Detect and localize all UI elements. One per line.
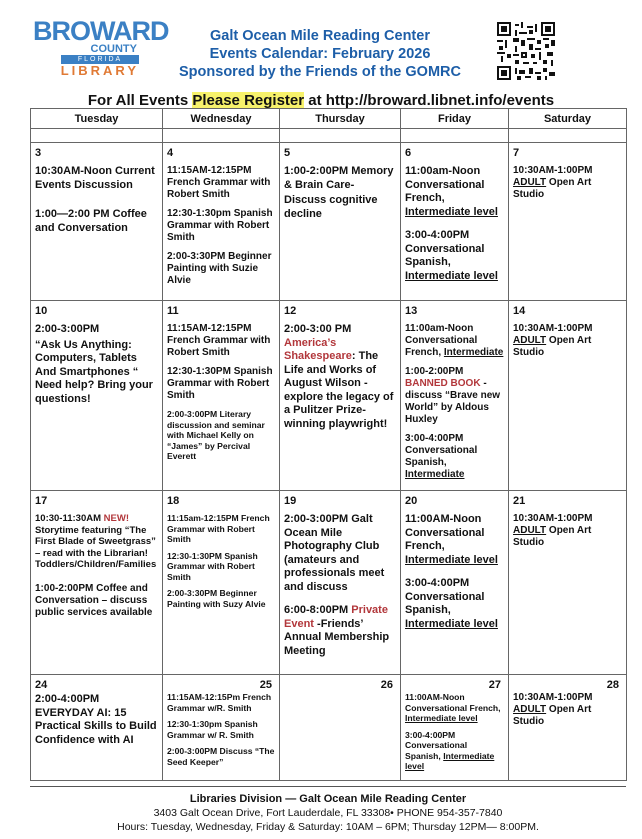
event-text: - discuss “Brave new World” by Aldous Huxley bbox=[405, 378, 501, 425]
event-entry bbox=[405, 433, 505, 481]
week-row bbox=[31, 301, 627, 491]
event-entry bbox=[284, 337, 397, 432]
event-entry: 2:00-3:30PM Beginner Painting with Suzie Alvie bbox=[167, 251, 272, 286]
event-entry: 1:00—2:00 PM Coffee and Conversation bbox=[35, 208, 147, 234]
day-number: 20 bbox=[405, 495, 418, 507]
day-cell bbox=[401, 301, 509, 491]
event-entry: 1:00-2:00PM Memory & Brain Care- bbox=[284, 165, 394, 191]
event-entry bbox=[513, 323, 623, 359]
day-number: 28 bbox=[606, 679, 619, 691]
event-text: 1:00-2:00PM bbox=[405, 366, 464, 377]
level-label: Intermediate level bbox=[405, 553, 498, 566]
event-text: Open Art Studio bbox=[513, 335, 592, 358]
spacer-row bbox=[31, 129, 627, 143]
day-cell bbox=[163, 491, 280, 675]
event-text: 3:00-4:00PM Conversational Spanish, bbox=[405, 433, 478, 468]
day-cell bbox=[163, 675, 280, 781]
week-row bbox=[31, 491, 627, 675]
event-text: Open Art Studio bbox=[513, 704, 592, 727]
event-entry: 1:00-2:00PM Coffee and Conversation – discuss public services available bbox=[35, 582, 153, 618]
event-entry: 2:00-3:00PM Discuss “The Seed Keeper” bbox=[167, 746, 275, 767]
level-label: Intermediate level bbox=[405, 205, 498, 218]
event-entry: 2:00-3:00PM bbox=[35, 323, 100, 335]
day-number: 27 bbox=[488, 679, 501, 691]
logo-florida-text: FLORIDA bbox=[61, 55, 139, 64]
day-number: 5 bbox=[284, 147, 291, 159]
footer-division: Libraries Division — Galt Ocean Mile Reading Center bbox=[189, 793, 467, 805]
event-entry: 2:00-3:30PM Beginner Painting with Suzy Alvie bbox=[167, 588, 266, 609]
event-entry: 12:30-1:30PM Spanish Grammar with Robert Smith bbox=[167, 366, 273, 401]
event-text: -Friends’ Annual Membership Meeting bbox=[284, 617, 390, 657]
weekday-saturday: Saturday bbox=[509, 109, 627, 129]
event-entry bbox=[405, 692, 505, 724]
event-entry bbox=[405, 513, 505, 567]
adult-label: ADULT bbox=[513, 177, 547, 188]
adult-label: ADULT bbox=[513, 525, 547, 536]
event-entry: 12:30-1:30pm Spanish Grammar w/ R. Smith bbox=[167, 719, 258, 740]
weekday-wednesday: Wednesday bbox=[163, 109, 280, 129]
logo-broward-text: BROWARD bbox=[33, 16, 169, 46]
day-cell bbox=[280, 675, 401, 781]
event-text: 3:00-4:00PM Conversational Spanish, bbox=[405, 729, 468, 761]
event-text: Open Art Studio bbox=[513, 525, 592, 548]
event-text: 10:30AM-1:00PM bbox=[513, 692, 593, 703]
event-entry: 11:15AM-12:15PM French Grammar with Robert Smith bbox=[167, 165, 271, 200]
day-number: 24 bbox=[35, 679, 48, 691]
day-cell bbox=[401, 143, 509, 301]
highlighted-title: BANNED BOOK bbox=[405, 378, 481, 389]
day-cell bbox=[509, 675, 627, 781]
level-label: Intermediate level bbox=[405, 713, 478, 723]
level-label: Intermediate level bbox=[405, 750, 495, 771]
event-text: 6:00-8:00PM bbox=[284, 604, 352, 616]
day-cell bbox=[509, 491, 627, 675]
event-text: 10:30-11:30AM bbox=[35, 513, 104, 524]
qr-code-icon bbox=[497, 22, 555, 80]
day-cell bbox=[280, 301, 401, 491]
event-text: : The Life and Works of August Wilson - explore the legacy of a Pulitzer Prize-winning playwright! bbox=[284, 350, 394, 430]
level-label: Intermediate bbox=[443, 347, 504, 358]
title-line-2: Events Calendar: February 2026 bbox=[209, 46, 431, 62]
day-cell bbox=[280, 143, 401, 301]
logo-library-text: LIBRARY bbox=[60, 63, 139, 78]
day-number: 26 bbox=[380, 679, 393, 691]
day-number: 11 bbox=[167, 305, 179, 317]
event-entry: 12:30-1:30PM Spanish Grammar with Robert Smith bbox=[167, 550, 258, 582]
day-cell bbox=[509, 143, 627, 301]
event-entry: 12:30-1:30pm Spanish Grammar with Robert Smith bbox=[167, 208, 273, 243]
day-number: 14 bbox=[513, 305, 526, 317]
event-text: 10:30AM-1:00PM bbox=[513, 323, 593, 334]
event-entry bbox=[405, 366, 505, 426]
day-cell bbox=[401, 675, 509, 781]
level-label: Intermediate level bbox=[405, 617, 498, 630]
event-entry bbox=[513, 165, 623, 201]
title-line-3: Sponsored by the Friends of the GOMRC bbox=[179, 64, 461, 80]
event-entry: Discuss cognitive decline bbox=[284, 194, 378, 220]
adult-label: ADULT bbox=[513, 335, 547, 346]
register-highlight: Please Register bbox=[192, 92, 305, 109]
day-cell bbox=[163, 143, 280, 301]
page-footer bbox=[30, 786, 626, 836]
day-number: 10 bbox=[35, 305, 48, 317]
event-text: 10:30AM-1:00PM bbox=[513, 165, 593, 176]
day-number: 17 bbox=[35, 495, 48, 507]
day-number: 18 bbox=[167, 495, 180, 507]
event-entry bbox=[405, 165, 505, 219]
page-title bbox=[150, 27, 490, 81]
weekday-header-row bbox=[31, 109, 627, 129]
event-entry bbox=[405, 577, 505, 631]
event-entry: 11:15AM-12:15PM French Grammar with Robert Smith bbox=[167, 323, 271, 358]
event-entry: 2:00-3:00PM Literary discussion and seminar with Michael Kelly on “James” by Percival Everett bbox=[167, 409, 265, 461]
highlighted-title: America’s Shakespeare bbox=[284, 336, 352, 362]
event-text: 3:00-4:00PM Conversational Spanish, bbox=[405, 577, 485, 616]
week-row bbox=[31, 143, 627, 301]
event-text: 11:00am-Noon Conversational French, bbox=[405, 323, 478, 358]
day-number: 6 bbox=[405, 147, 412, 159]
event-entry: 2:00-3:00PM Galt Ocean Mile Photography Club (amateurs and professionals meet and discuss bbox=[284, 513, 385, 593]
title-line-1: Galt Ocean Mile Reading Center bbox=[210, 28, 430, 44]
day-cell bbox=[163, 301, 280, 491]
event-entry bbox=[513, 513, 623, 549]
event-entry bbox=[405, 730, 505, 772]
day-number: 25 bbox=[259, 679, 272, 691]
day-number: 7 bbox=[513, 147, 520, 159]
event-entry: 10:30AM-Noon Current Events Discussion bbox=[35, 165, 155, 191]
highlighted-title: Private Event bbox=[284, 604, 388, 630]
event-text: 11:00am-Noon Conversational French, bbox=[405, 165, 485, 204]
event-text: Storytime featuring “The First Blade of Sweetgrass” – read with the Librarian! Toddlers/Children/Families bbox=[35, 524, 157, 570]
day-cell bbox=[509, 301, 627, 491]
day-cell bbox=[31, 301, 163, 491]
register-url[interactable]: at http://broward.libnet.info/events bbox=[304, 92, 555, 109]
day-number: 13 bbox=[405, 305, 418, 317]
event-entry: 11:15am-12:15PM French Grammar with Robert Smith bbox=[167, 513, 270, 544]
day-number: 12 bbox=[284, 305, 297, 317]
weekday-tuesday: Tuesday bbox=[31, 109, 163, 129]
event-text: 11:00AM-Noon Conversational French, bbox=[405, 513, 485, 552]
new-badge: NEW! bbox=[103, 513, 129, 524]
footer-address: 3403 Galt Ocean Drive, Fort Lauderdale, FL 33308• PHONE 954-357-7840 bbox=[153, 807, 503, 819]
day-number: 21 bbox=[513, 495, 526, 507]
event-text: 10:30AM-1:00PM bbox=[513, 513, 593, 524]
weekday-friday: Friday bbox=[401, 109, 509, 129]
level-label: Intermediate level bbox=[405, 269, 498, 282]
event-entry: 2:00-4:00PM EVERYDAY AI: 15 Practical Skills to Build Confidence with AI bbox=[35, 693, 157, 746]
footer-hours: Hours: Tuesday, Wednesday, Friday & Saturday: 10AM – 6PM; Thursday 12PM— 8:00PM. bbox=[117, 821, 539, 833]
day-cell bbox=[31, 143, 163, 301]
day-cell bbox=[280, 491, 401, 675]
event-entry: 11:15AM-12:15Pm French Grammar w/R. Smith bbox=[167, 692, 272, 713]
event-text: 3:00-4:00PM Conversational Spanish, bbox=[405, 229, 485, 268]
day-cell bbox=[31, 491, 163, 675]
weekday-thursday: Thursday bbox=[280, 109, 401, 129]
level-label: Intermediate bbox=[405, 469, 465, 480]
event-text: Open Art Studio bbox=[513, 177, 592, 200]
event-entry bbox=[284, 604, 397, 658]
day-cell bbox=[31, 675, 163, 781]
event-entry bbox=[405, 323, 505, 359]
logo-county-text: COUNTY bbox=[90, 43, 137, 55]
register-prefix: For All Events bbox=[87, 92, 193, 109]
day-cell bbox=[401, 491, 509, 675]
event-entry bbox=[513, 692, 623, 728]
event-entry: 2:00-3:00 PM bbox=[284, 323, 352, 335]
registration-notice bbox=[0, 92, 642, 109]
event-entry: “Ask Us Anything: Computers, Tablets And Smartphones “ Need help? Bring your questions! bbox=[35, 338, 153, 405]
event-entry bbox=[35, 513, 159, 571]
day-number: 19 bbox=[284, 495, 297, 507]
event-text: 11:00AM-Noon Conversational French, bbox=[405, 692, 501, 713]
day-number: 3 bbox=[35, 147, 42, 159]
page-header bbox=[0, 0, 642, 90]
adult-label: ADULT bbox=[513, 704, 547, 715]
day-number: 4 bbox=[167, 147, 174, 159]
week-row bbox=[31, 675, 627, 781]
events-calendar bbox=[30, 108, 627, 781]
library-logo bbox=[33, 16, 169, 78]
event-entry bbox=[405, 229, 505, 283]
